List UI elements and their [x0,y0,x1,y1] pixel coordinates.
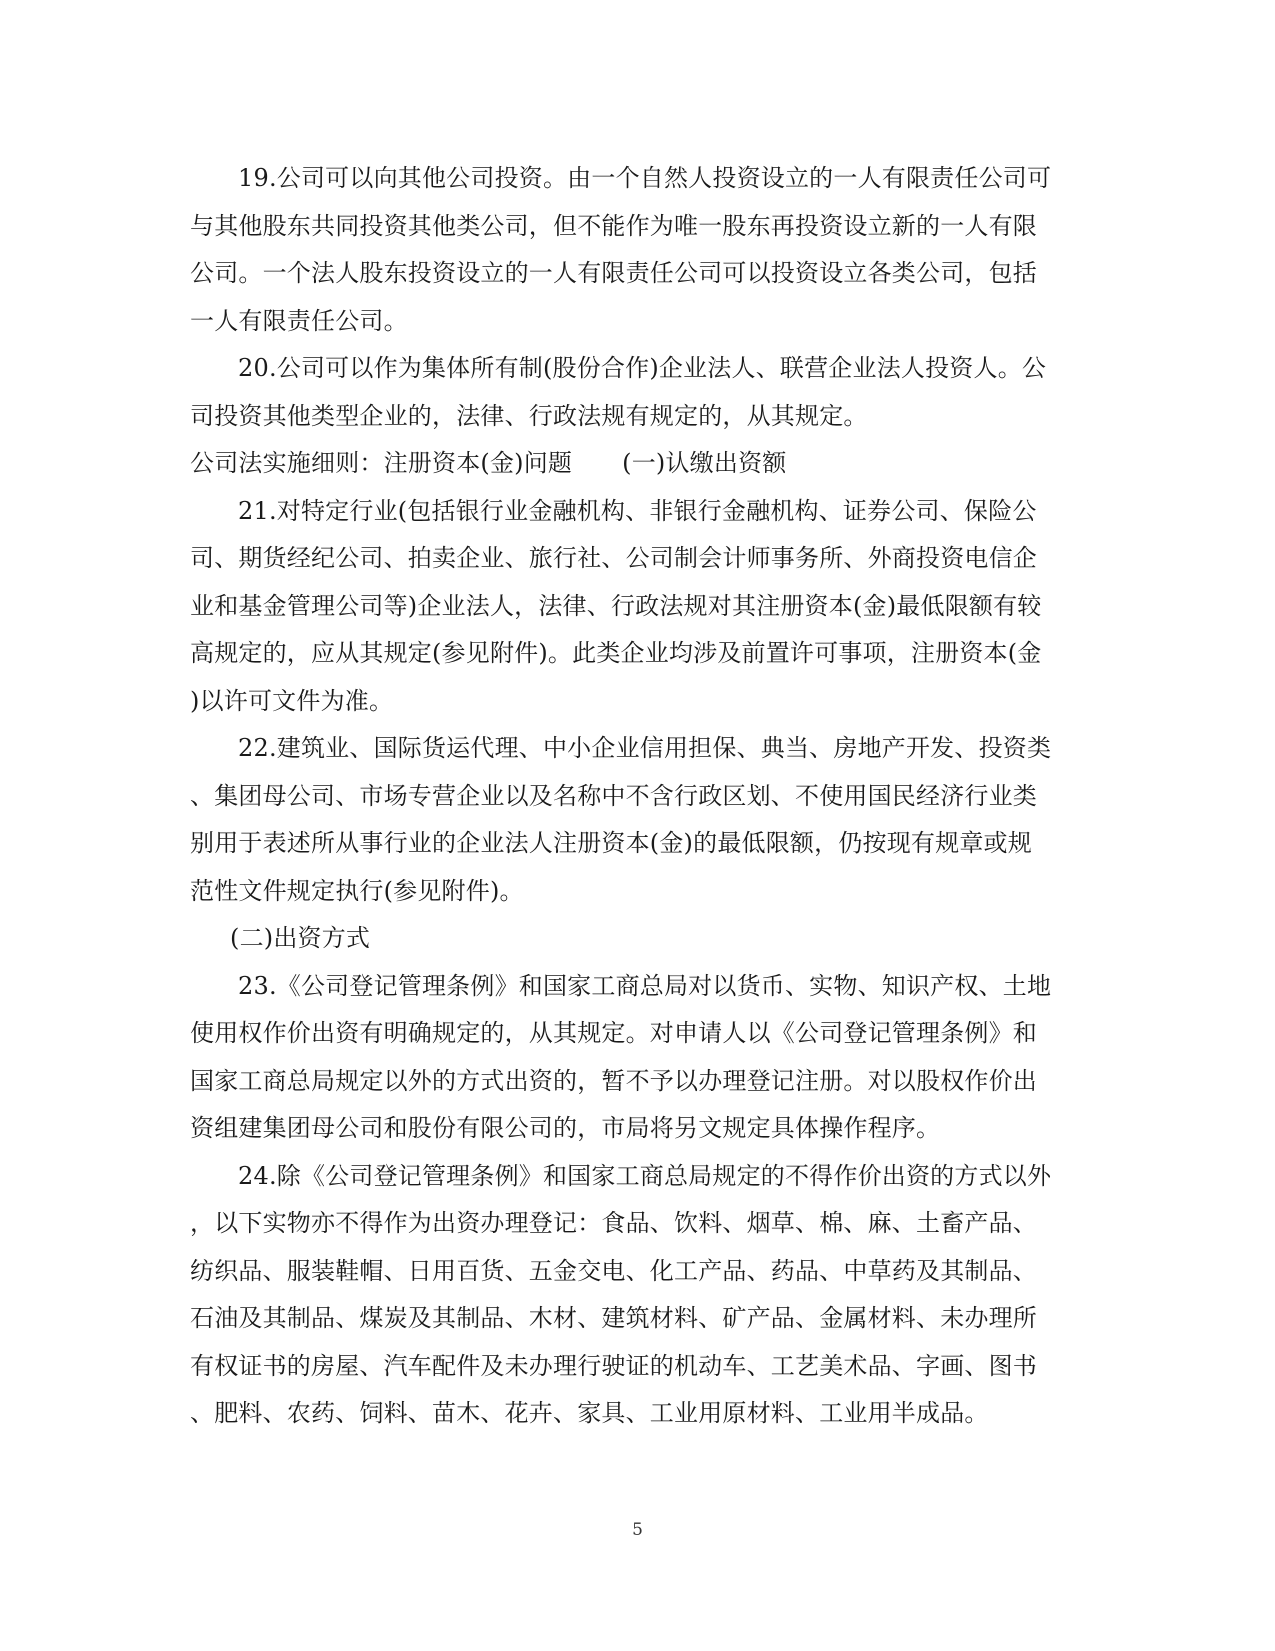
section-heading [190,440,1080,488]
paragraph-24 [190,1153,1080,1438]
text-line: 范性文件规定执行(参见附件)。 [190,876,524,905]
text-line: )以许可文件为准。 [190,686,394,715]
text-line: 资组建集团母公司和股份有限公司的，市局将另文规定具体操作程序。 [190,1114,941,1142]
paragraph-19 [190,155,1080,345]
text-line: 别用于表述所从事行业的企业法人注册资本(金)的最低限额，仍按现有规章或规 [190,829,1032,857]
text-line: 21.对特定行业(包括银行业金融机构、非银行金融机构、证券公司、保险公 [238,496,1037,525]
text-line: ，以下实物亦不得作为出资办理登记：食品、饮料、烟草、棉、麻、土畜产品、 [190,1209,1037,1237]
text-line: 有权证书的房屋、汽车配件及未办理行驶证的机动车、工艺美术品、字画、图书 [190,1351,1037,1380]
text-line: 高规定的，应从其规定(参见附件)。此类企业均涉及前置许可事项，注册资本(金 [190,639,1042,667]
page-number: 5 [632,1520,643,1540]
text-line: 使用权作价出资有明确规定的，从其规定。对申请人以《公司登记管理条例》和 [190,1019,1037,1047]
paragraph-22 [190,725,1080,915]
paragraph-20 [190,345,1080,440]
text-line: 与其他股东共同投资其他类公司，但不能作为唯一股东再投资设立新的一人有限 [190,211,1037,240]
subsection-heading-1: (一)认缴出资额 [622,449,787,477]
text-line: 司投资其他类型企业的，法律、行政法规有规定的，从其规定。 [190,401,868,430]
text-line: 司、期货经纪公司、拍卖企业、旅行社、公司制会计师事务所、外商投资电信企 [190,544,1037,572]
text-line: 23.《公司登记管理条例》和国家工商总局对以货币、实物、知识产权、土地 [238,971,1052,1000]
text-line: 24.除《公司登记管理条例》和国家工商总局规定的不得作价出资的方式以外 [238,1161,1052,1190]
paragraph-23 [190,963,1080,1153]
document-body [190,155,1080,1438]
text-line: 业和基金管理公司等)企业法人，法律、行政法规对其注册资本(金)最低限额有较 [190,591,1042,620]
text-line: 石油及其制品、煤炭及其制品、木材、建筑材料、矿产品、金属材料、未办理所 [190,1304,1037,1332]
text-line: 纺织品、服装鞋帽、日用百货、五金交电、化工产品、药品、中草药及其制品、 [190,1256,1037,1285]
text-line: 公司。一个法人股东投资设立的一人有限责任公司可以投资设立各类公司，包括 [190,259,1037,287]
text-line: 19.公司可以向其他公司投资。由一个自然人投资设立的一人有限责任公司可 [238,164,1052,192]
text-line: 、肥料、农药、饲料、苗木、花卉、家具、工业用原材料、工业用半成品。 [190,1399,989,1427]
text-line: 国家工商总局规定以外的方式出资的，暂不予以办理登记注册。对以股权作价出 [190,1066,1037,1095]
text-line: 一人有限责任公司。 [190,306,408,335]
text-line: 20.公司可以作为集体所有制(股份合作)企业法人、联营企业法人投资人。公 [238,354,1047,382]
subsection-heading-2: (二)出资方式 [230,924,371,952]
text-line: 、集团母公司、市场专营企业以及名称中不含行政区划、不使用国民经济行业类 [190,781,1037,810]
paragraph-21 [190,488,1080,726]
section-heading-title: 公司法实施细则：注册资本(金)问题 [190,449,573,477]
text-line: 22.建筑业、国际货运代理、中小企业信用担保、典当、房地产开发、投资类 [238,734,1052,762]
